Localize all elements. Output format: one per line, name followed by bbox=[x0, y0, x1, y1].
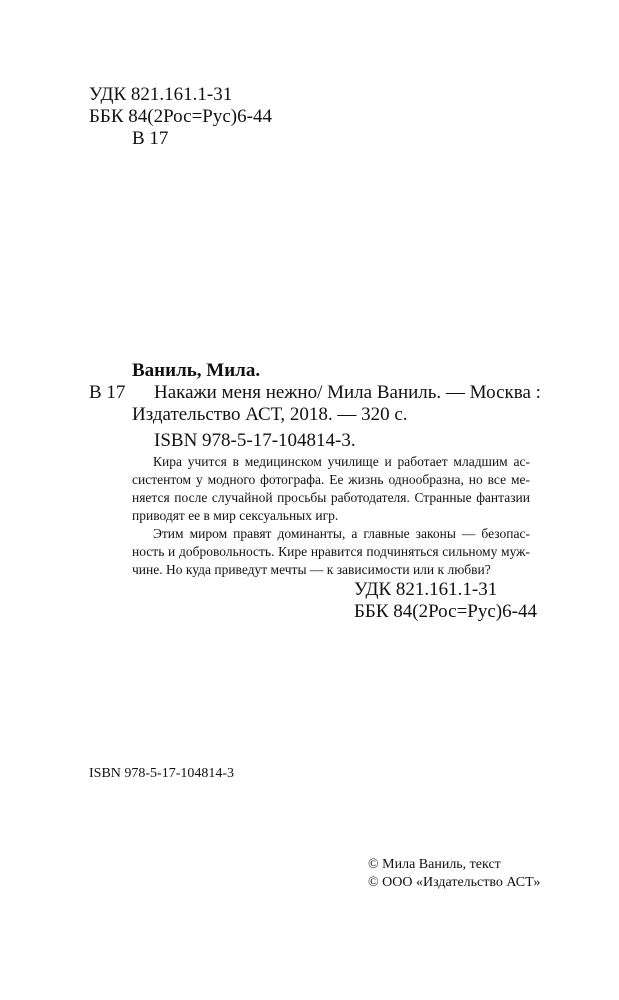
catalog-title-line1: Накажи меня нежно/ Мила Ваниль. — Москва : bbox=[154, 382, 541, 403]
annotation-p1-line4: приводят ее в мир сексуальных игр. bbox=[132, 508, 339, 523]
catalog-isbn: ISBN 978-5-17-104814-3. bbox=[154, 430, 356, 451]
annotation-p2-line3: чине. Но куда приведут мечты — к зависимости или к любви? bbox=[132, 562, 491, 577]
copyright-author: © Мила Ваниль, текст bbox=[368, 857, 501, 872]
catalog-author: Ваниль, Мила. bbox=[132, 360, 261, 381]
annotation-p2-line2: ность и добровольность. Кире нравится подчиняться сильному муж- bbox=[132, 544, 530, 559]
annotation-p2-line1: Этим миром правят доминанты, а главные законы — безопас- bbox=[153, 526, 530, 541]
catalog-title-line2: Издательство АСТ, 2018. — 320 с. bbox=[132, 404, 408, 425]
author-mark-top: В 17 bbox=[132, 128, 169, 149]
annotation-p1-line3: няется после случайной просьбы работодателя. Странные фантазии bbox=[132, 490, 530, 505]
bbk-bottom: ББК 84(2Рос=Рус)6-44 bbox=[354, 601, 537, 622]
bbk-top: ББК 84(2Рос=Рус)6-44 bbox=[89, 106, 272, 127]
annotation-p1-line1: Кира учится в медицинском училище и работает младшим ас- bbox=[153, 454, 530, 469]
udk-top: УДК 821.161.1-31 bbox=[89, 84, 233, 105]
copyright-publisher: © ООО «Издательство АСТ» bbox=[368, 875, 541, 890]
annotation-p1-line2: систентом у модного фотографа. Ее жизнь однообразна, но все ме- bbox=[132, 472, 530, 487]
isbn-footer: ISBN 978-5-17-104814-3 bbox=[89, 766, 235, 781]
udk-bottom: УДК 821.161.1-31 bbox=[354, 579, 498, 600]
catalog-author-mark: В 17 bbox=[89, 382, 126, 403]
